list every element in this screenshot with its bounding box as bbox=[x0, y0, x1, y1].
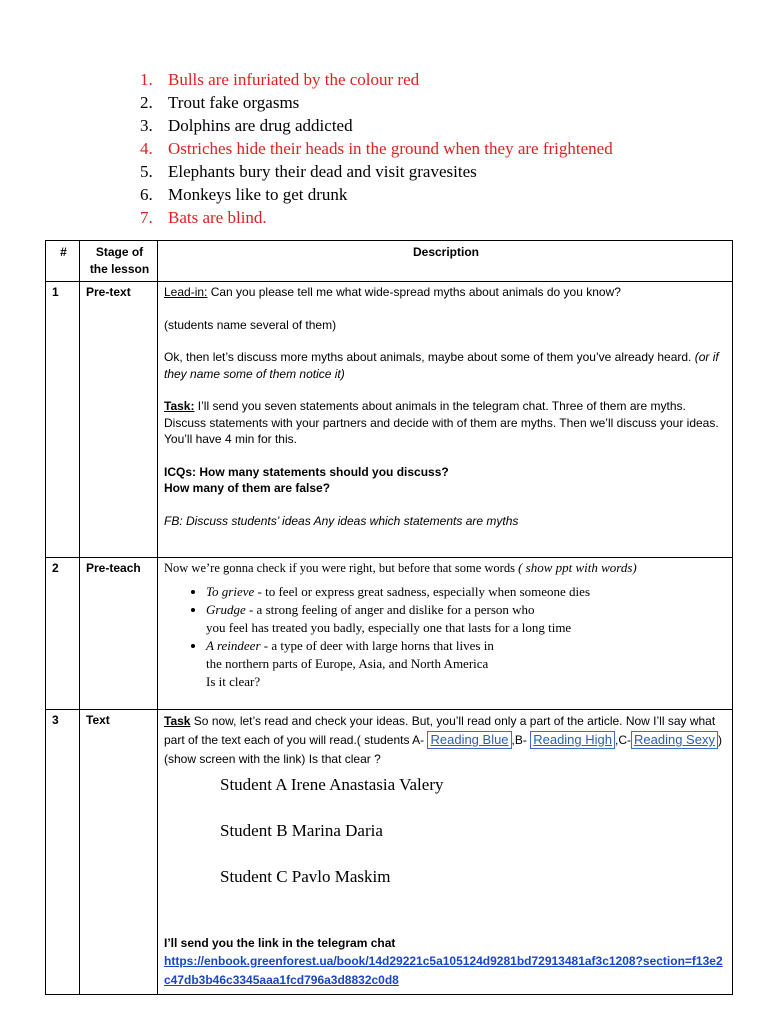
statement-text: Ostriches hide their heads in the ground when they are frightened bbox=[168, 139, 613, 158]
statement-item bbox=[140, 68, 613, 91]
statement-item bbox=[140, 160, 613, 183]
student-groups bbox=[220, 775, 728, 913]
vocab-definition: - a strong feeling of anger and dislike for a person who bbox=[245, 601, 535, 617]
table-header-row bbox=[46, 241, 733, 282]
icq-question-1: ICQs: How many statements should you discuss? bbox=[164, 464, 449, 479]
statement-text: Bats are blind. bbox=[168, 208, 267, 227]
reading-blue-link[interactable]: Reading Blue bbox=[427, 731, 511, 749]
task-text: So now, let’s read and check your ideas. But, you’ll read only a part of the article. Now I’ll say what part of the text each of you will read.( students A- bbox=[164, 714, 716, 747]
row-stage: Pre-text bbox=[80, 282, 158, 558]
task-label: Task bbox=[164, 714, 191, 728]
students-name-note: (students name several of them) bbox=[164, 317, 337, 332]
vocabulary-list bbox=[164, 583, 728, 673]
statement-number: 6. bbox=[140, 185, 153, 204]
row-stage: Pre-teach bbox=[80, 558, 158, 710]
statement-number: 7. bbox=[140, 208, 153, 227]
leadin-text: Can you please tell me what wide-spread myths about animals do you know? bbox=[207, 285, 621, 299]
myth-statements-list bbox=[140, 68, 613, 229]
discuss-text: Ok, then let’s discuss more myths about animals, maybe about some of them you’ve already heard. bbox=[164, 350, 695, 364]
separator-b: ,B- bbox=[511, 733, 531, 747]
student-group-b: Student B Marina Daria bbox=[220, 821, 383, 840]
vocab-definition: - to feel or express great sadness, especially when someone dies bbox=[254, 583, 591, 599]
header-description: Description bbox=[158, 241, 733, 282]
header-stage: Stage of the lesson bbox=[80, 241, 158, 282]
row-description bbox=[158, 558, 733, 710]
statement-text: Elephants bury their dead and visit gravesites bbox=[168, 162, 477, 181]
row-number: 3 bbox=[46, 710, 80, 995]
vocabulary-item bbox=[206, 637, 728, 673]
vocabulary-item bbox=[206, 601, 728, 637]
statement-item bbox=[140, 183, 613, 206]
reading-sexy-link[interactable]: Reading Sexy bbox=[631, 731, 718, 749]
statement-number: 5. bbox=[140, 162, 153, 181]
statement-number: 3. bbox=[140, 116, 153, 135]
vocabulary-item bbox=[206, 583, 728, 601]
leadin-label: Lead-in: bbox=[164, 285, 208, 299]
table-row bbox=[46, 558, 733, 710]
statement-text: Monkeys like to get drunk bbox=[168, 185, 348, 204]
lesson-plan-table bbox=[45, 240, 733, 995]
feedback-note: FB: Discuss students’ ideas Any ideas which statements are myths bbox=[164, 513, 519, 528]
vocab-definition-continued: you feel has treated you badly, especially one that lasts for a long time bbox=[206, 619, 572, 635]
statement-text: Trout fake orgasms bbox=[168, 93, 300, 112]
vocab-term: A reindeer bbox=[206, 637, 261, 653]
row-number: 1 bbox=[46, 282, 80, 558]
task-label: Task: bbox=[164, 399, 195, 413]
article-url-link[interactable]: https://enbook.greenforest.ua/book/14d29221c5a105124d9281bd72913481af3c1208?section=f13e2c47db3b46c3345aaa1fcd796a3d8832c0d8 bbox=[164, 954, 723, 987]
statement-text: Dolphins are drug addicted bbox=[168, 116, 353, 135]
vocab-term: Grudge bbox=[206, 601, 246, 617]
statement-item bbox=[140, 137, 613, 160]
student-group-c: Student C Pavlo Maskim bbox=[220, 867, 391, 886]
preteach-intro: Now we’re gonna check if you were right, but before that some words bbox=[164, 561, 519, 575]
statement-number: 4. bbox=[140, 139, 153, 158]
statement-item bbox=[140, 91, 613, 114]
row-description bbox=[158, 710, 733, 995]
row-stage: Text bbox=[80, 710, 158, 995]
statement-item bbox=[140, 114, 613, 137]
notice-note: (or if they name some of them notice it) bbox=[164, 350, 719, 381]
task-time: You’ll have 4 min for this. bbox=[164, 432, 297, 446]
header-number: # bbox=[46, 241, 80, 282]
statement-text: Bulls are infuriated by the colour red bbox=[168, 70, 420, 89]
vocab-term: To grieve bbox=[206, 583, 255, 599]
table-row bbox=[46, 282, 733, 558]
vocab-definition-continued: the northern parts of Europe, Asia, and North America bbox=[206, 655, 489, 671]
statement-number: 1. bbox=[140, 70, 153, 89]
task-text: I’ll send you seven statements about animals in the telegram chat. Three of them are myths. Discuss statements with your partners and decide with of them are myths. Then we’ll discuss your ideas. bbox=[164, 399, 719, 430]
vocab-definition: - a type of deer with large horns that lives in bbox=[260, 637, 494, 653]
table-row bbox=[46, 710, 733, 995]
send-link-note: I’ll send you the link in the telegram chat bbox=[164, 936, 396, 950]
student-group-a: Student A Irene Anastasia Valery bbox=[220, 775, 444, 794]
row-number: 2 bbox=[46, 558, 80, 710]
statement-item bbox=[140, 206, 613, 229]
row-description bbox=[158, 282, 733, 558]
is-it-clear: Is it clear? bbox=[206, 673, 261, 689]
preteach-intro-note: ( show ppt with words) bbox=[518, 560, 637, 575]
separator-c: ,C- bbox=[615, 733, 631, 747]
reading-high-link[interactable]: Reading High bbox=[530, 731, 615, 749]
after-links-text: ) (show screen with the link) Is that clear ? bbox=[164, 733, 722, 766]
statement-number: 2. bbox=[140, 93, 153, 112]
icq-question-2: How many of them are false? bbox=[164, 481, 331, 495]
